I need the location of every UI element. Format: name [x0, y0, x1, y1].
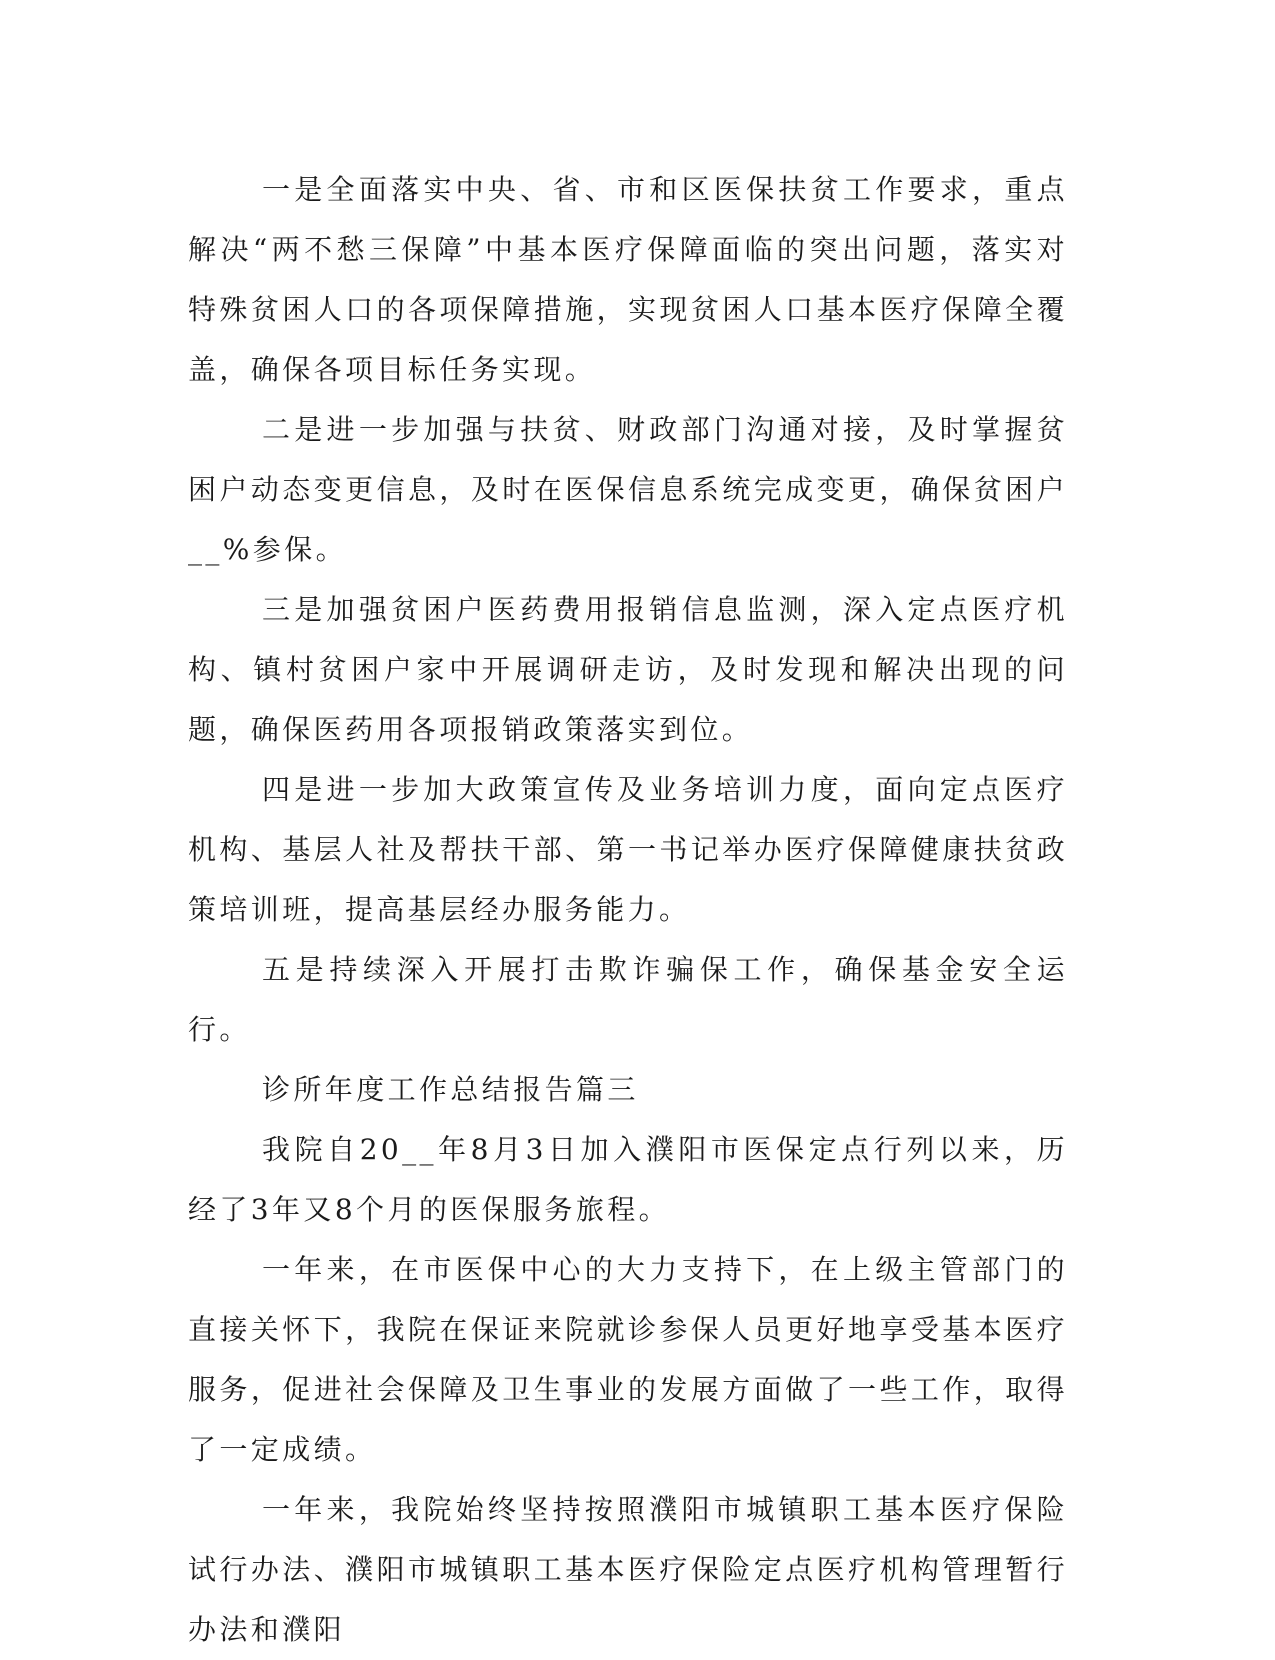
section-heading: 诊所年度工作总结报告篇三: [262, 1073, 639, 1106]
section-paragraph-3: 一年来，我院始终坚持按照濮阳市城镇职工基本医疗保险试行办法、濮阳市城镇职工基本医疗保险定点医疗机构管理暂行办法和濮阳: [188, 1493, 1068, 1646]
document-body: [188, 160, 1068, 1660]
paragraph-4: 四是进一步加大政策宣传及业务培训力度，面向定点医疗机构、基层人社及帮扶干部、第一书记举办医疗保障健康扶贫政策培训班，提高基层经办服务能力。: [188, 773, 1068, 926]
paragraph-2: 二是进一步加强与扶贫、财政部门沟通对接，及时掌握贫困户动态变更信息，及时在医保信息系统完成变更，确保贫困户__%参保。: [188, 413, 1068, 566]
paragraph-3: 三是加强贫困户医药费用报销信息监测，深入定点医疗机构、镇村贫困户家中开展调研走访，及时发现和解决出现的问题，确保医药用各项报销政策落实到位。: [188, 593, 1068, 746]
paragraph-5: 五是持续深入开展打击欺诈骗保工作，确保基金安全运行。: [188, 953, 1068, 1046]
section-paragraph-2: 一年来，在市医保中心的大力支持下，在上级主管部门的直接关怀下，我院在保证来院就诊参保人员更好地享受基本医疗服务，促进社会保障及卫生事业的发展方面做了一些工作，取得了一定成绩。: [188, 1253, 1068, 1466]
section-paragraph-1: 我院自20__年8月3日加入濮阳市医保定点行列以来，历经了3年又8个月的医保服务旅程。: [188, 1133, 1068, 1226]
paragraph-1: 一是全面落实中央、省、市和区医保扶贫工作要求，重点解决“两不愁三保障”中基本医疗保障面临的突出问题，落实对特殊贫困人口的各项保障措施，实现贫困人口基本医疗保障全覆盖，确保各项目标任务实现。: [188, 173, 1068, 386]
